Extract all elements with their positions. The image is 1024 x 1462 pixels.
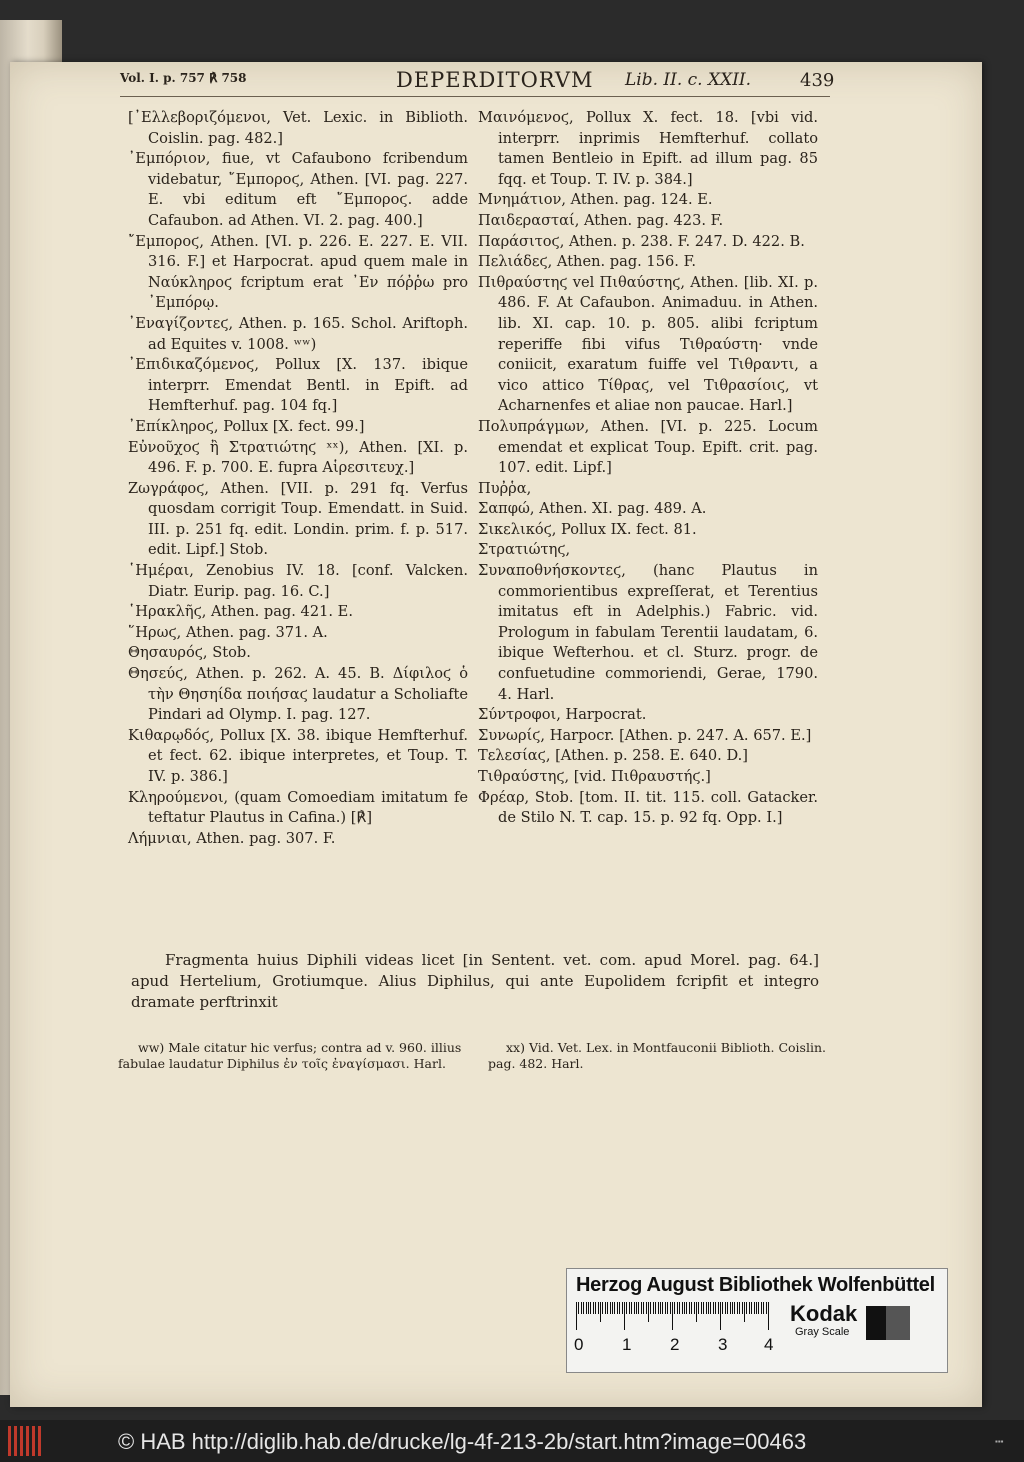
- ruler-tick: [636, 1302, 637, 1314]
- grayscale-label: Gray Scale: [795, 1326, 850, 1338]
- ruler-tick: [706, 1302, 707, 1314]
- ruler-tick: [660, 1302, 661, 1314]
- ruler-tick: [602, 1302, 603, 1314]
- ruler-tick: [670, 1302, 671, 1314]
- ruler-tick: [737, 1302, 738, 1314]
- list-item: Ζωγράφοϛ, Athen. [VII. p. 291 fq. Verfus quosdam corrigit Toup. Emendatt. in Suid. III. p. 251 fq. edit. Londin. prim. f. p. 517. edit. Lipf.] Stob.: [128, 479, 468, 559]
- list-item: ᾿Επιδικαζόμενοϛ, Pollux [X. 137. ibique interprr. Emendat Bentl. in Epift. ad Hemfterhuf. pag. 104 fq.]: [128, 356, 468, 415]
- ruler-tick: [674, 1302, 675, 1314]
- ruler-tick: [598, 1302, 599, 1314]
- ruler-tick: [653, 1302, 654, 1314]
- list-item: ῾Ηρακλῆϛ, Athen. pag. 421. E.: [128, 603, 353, 621]
- ruler-tick: [730, 1302, 731, 1314]
- ruler-tick: [713, 1302, 714, 1314]
- ruler-tick: [766, 1302, 767, 1314]
- list-item: Κιθαρῳδόϛ, Pollux [X. 38. ibique Hemfterhuf. et fect. 62. ibique interpretes, et Toup. T. IV. p. 386.]: [128, 726, 468, 785]
- ruler-tick: [631, 1302, 632, 1314]
- body-paragraph: Fragmenta huius Diphili videas licet [in Sentent. vet. com. apud Morel. pag. 64.] apud Hertelium, Grotiumque. Alius Diphilus, qui ante Eupolidem fcripfit et integro dramate perftrinxit: [131, 951, 819, 1011]
- ruler-tick: [684, 1302, 685, 1314]
- list-item: Σαπφώ, Athen. XI. pag. 489. A.: [478, 500, 707, 518]
- ruler-tick: [756, 1302, 757, 1314]
- list-item: Λήμνιαι, Athen. pag. 307. F.: [128, 829, 336, 847]
- copyright-url[interactable]: © HAB http://diglib.hab.de/drucke/lg-4f-213-2b/start.htm?image=00463: [118, 1429, 807, 1454]
- kodak-logo: Kodak: [790, 1301, 858, 1326]
- ruler-tick: [761, 1302, 762, 1314]
- ruler-tick: [600, 1302, 601, 1322]
- ruler-tick: [749, 1302, 750, 1314]
- ruler-tick: [624, 1302, 625, 1330]
- ruler-tick: [718, 1302, 719, 1314]
- ruler-tick: [686, 1302, 687, 1314]
- list-item: Μαινόμενοϛ, Pollux X. fect. 18. [vbi vid. interprr. inprimis Hemfterhuf. collato tamen Bentleio in Epift. ad illum pag. 85 fqq. et Toup. T. IV. p. 384.]: [478, 109, 818, 188]
- ruler-tick: [629, 1302, 630, 1314]
- ruler-tick: [710, 1302, 711, 1314]
- list-item: Πολυπράγμων, Athen. [VI. p. 225. Locum emendat et explicat Toup. Epift. crit. pag. 107. edit. Lipf.]: [478, 417, 818, 477]
- ruler-tick: [720, 1302, 721, 1330]
- ruler-tick: [768, 1302, 769, 1330]
- ruler-tick: [703, 1302, 704, 1314]
- list-item: Πελιάδεϛ, Athen. pag. 156. F.: [478, 253, 697, 271]
- ruler-tick: [763, 1302, 764, 1314]
- list-item: Θησεύϛ, Athen. p. 262. A. 45. B. Δίφιλοϛ ὁ τὴν Θησηίδα ποιήσαϛ laudatur a Scholiafte Pindari ad Olymp. I. pag. 127.: [128, 665, 468, 724]
- list-item: Πυῤῥα,: [478, 479, 532, 497]
- ruler-tick: [610, 1302, 611, 1314]
- list-item: Σικελικόϛ, Pollux IX. fect. 81.: [478, 520, 697, 538]
- list-item: Παράσιτοϛ, Athen. p. 238. F. 247. D. 422. B.: [478, 232, 805, 250]
- ruler-tick: [614, 1302, 615, 1314]
- ruler-tick: [667, 1302, 668, 1314]
- header-rule: [120, 96, 830, 97]
- ruler-tick: [665, 1302, 666, 1314]
- ruler-tick: [578, 1302, 579, 1314]
- left-column: [128, 108, 468, 849]
- ruler-tick: [742, 1302, 743, 1314]
- ruler-tick: [701, 1302, 702, 1314]
- list-item: Συνωρίϛ, Harpocr. [Athen. p. 247. A. 657. E.]: [478, 726, 812, 744]
- ruler-tick: [739, 1302, 740, 1314]
- gray-patch-mid: [886, 1306, 910, 1340]
- hab-logo-icon: [8, 1426, 44, 1456]
- ruler-tick: [605, 1302, 606, 1314]
- ruler-tick: [634, 1302, 635, 1314]
- ruler-tick: [593, 1302, 594, 1314]
- ruler-tick: [744, 1302, 745, 1322]
- page-number: 439: [800, 70, 835, 91]
- ruler-tick: [619, 1302, 620, 1314]
- ruler-label: 2: [670, 1335, 680, 1354]
- ruler-tick: [643, 1302, 644, 1314]
- ruler-tick: [655, 1302, 656, 1314]
- list-item: Στρατιώτηϛ,: [478, 541, 571, 559]
- header-volume-ref: Vol. I. p. 757 ℟ 758: [120, 71, 247, 85]
- ruler-tick: [586, 1302, 587, 1314]
- list-item: ῾Ημέραι, Zenobius IV. 18. [conf. Valcken. Diatr. Eurip. pag. 16. C.]: [128, 562, 468, 600]
- ruler-tick: [672, 1302, 673, 1330]
- ruler-tick: [590, 1302, 591, 1314]
- list-item: ᾿Εναγίζοντεϛ, Athen. p. 165. Schol. Ariftoph. ad Equites v. 1008. ʷʷ): [128, 314, 468, 353]
- ruler-tick: [576, 1302, 577, 1330]
- list-item: Μνημάτιον, Athen. pag. 124. E.: [478, 191, 713, 209]
- list-item: Παιδερασταί, Athen. pag. 423. F.: [478, 211, 724, 229]
- ruler-tick: [758, 1302, 759, 1314]
- ruler-tick: [679, 1302, 680, 1314]
- ruler-tick: [617, 1302, 618, 1314]
- ruler-tick: [708, 1302, 709, 1314]
- list-item: Συναποθνήσκοντεϛ, (hanc Plautus in commorientibus expreſſerat, et Terentius imitatus eft in Adelphis.) Fabric. vid. Prologum in fabulam Terentii laudatam, 6. ibique Wefterhou. et cl. Sturz. progr. de confuetudine commoriendi, Gerae, 1790. 4. Harl.: [478, 562, 818, 703]
- list-item: ῞Ηρωϛ, Athen. pag. 371. A.: [128, 623, 328, 641]
- list-item: Εὐνοῦχοϛ ἢ Στρατιώτηϛ ˣˣ), Athen. [XI. p. 496. F. p. 700. E. fupra Αἱρεσιτευχ.]: [128, 438, 468, 477]
- list-item: Θησαυρόϛ, Stob.: [128, 644, 251, 662]
- ruler-tick: [691, 1302, 692, 1314]
- list-item: Πιθραύστηϛ vel Πιθαύστηϛ, Athen. [lib. XI. p. 486. F. At Cafaubon. Animaduu. in Athen. lib. XI. cap. 10. p. 805. alibi fcriptum reperiffe fibi vifus Τιθραύστη· vnde coniicit, exaratum fuiffe vel Τιθραντι, a vico attico Τίθραϛ, vel Τιθρασίοιϛ, vt Acharnenfes et aliae non paucae. Harl.]: [478, 273, 818, 415]
- ruler-tick: [732, 1302, 733, 1314]
- ruler-tick: [662, 1302, 663, 1314]
- ruler-tick: [641, 1302, 642, 1314]
- ruler-tick: [595, 1302, 596, 1314]
- header-title: DEPERDITORVM: [396, 68, 594, 92]
- list-item: Κληρούμενοι, (quam Comoediam imitatum fe teftatur Plautus in Cafina.) [℟]: [128, 788, 468, 827]
- ruler-tick: [646, 1302, 647, 1314]
- ruler-tick: [722, 1302, 723, 1314]
- ruler-tick: [689, 1302, 690, 1314]
- list-item: Τελεσίαϛ, [Athen. p. 258. E. 640. D.]: [478, 747, 748, 765]
- list-item: ᾿Εμπόριον, fiue, vt Cafaubono fcribendum videbatur, ῎Εμποροϛ, Athen. [VI. pag. 227. E. vbi editum eft ῎Εμποροϛ. adde Cafaubon. ad Athen. VI. 2. pag. 400.]: [128, 150, 468, 229]
- list-item: Φρέαρ, Stob. [tom. II. tit. 115. coll. Gatacker. de Stilo N. T. cap. 15. p. 92 fq. Opp. I.]: [478, 788, 818, 827]
- ruler-tick: [677, 1302, 678, 1314]
- ruler-label: 1: [622, 1335, 632, 1354]
- ruler-tick: [588, 1302, 589, 1314]
- footnote-xx: xx) Vid. Vet. Lex. in Montfauconii Biblioth. Coislin. pag. 482. Harl.: [488, 1040, 826, 1071]
- list-item: Σύντροφοι, Harpocrat.: [478, 706, 647, 724]
- ruler-tick: [626, 1302, 627, 1314]
- ruler-tick: [682, 1302, 683, 1314]
- ruler-label: 0: [574, 1335, 584, 1354]
- ruler-tick: [727, 1302, 728, 1314]
- ruler-tick: [622, 1302, 623, 1314]
- footnote-ww: ww) Male citatur hic verfus; contra ad v. 960. illius fabulae laudatur Diphilus ἐν τοῖς ἐναγίσμασι. Harl.: [118, 1040, 462, 1071]
- ruler-tick: [698, 1302, 699, 1314]
- footer-mark: ▪▪▪: [995, 1437, 1004, 1446]
- gray-patch-black: [866, 1306, 886, 1340]
- ruler-tick: [650, 1302, 651, 1314]
- ruler-tick: [715, 1302, 716, 1314]
- ruler-tick: [694, 1302, 695, 1314]
- ruler-tick: [648, 1302, 649, 1322]
- ruler-tick: [734, 1302, 735, 1314]
- list-item: [᾿Ελλεβοριζόμενοι, Vet. Lexic. in Biblioth. Coislin. pag. 482.]: [128, 109, 468, 147]
- ruler-tick: [754, 1302, 755, 1314]
- ruler-tick: [612, 1302, 613, 1314]
- ruler-tick: [696, 1302, 697, 1322]
- ruler-label: 3: [718, 1335, 728, 1354]
- header-book-chapter: Lib. II. c. XXII.: [625, 70, 752, 90]
- list-item: ῎Εμποροϛ, Athen. [VI. p. 226. E. 227. E. VII. 316. F.] et Harpocrat. apud quem male in Ναύκληροϛ fcriptum erat ᾿Εν πόῤῥω pro ᾿Εμπόρῳ.: [128, 232, 468, 312]
- ruler-tick: [746, 1302, 747, 1314]
- library-name: Herzog August Bibliothek Wolfenbüttel: [576, 1274, 935, 1296]
- ruler-tick: [658, 1302, 659, 1314]
- list-item: ᾿Επίκληροϛ, Pollux [X. fect. 99.]: [128, 417, 365, 435]
- right-column: [478, 108, 818, 829]
- ruler-tick: [607, 1302, 608, 1314]
- scale-ruler: [576, 1302, 776, 1330]
- ruler-label: 4: [764, 1335, 774, 1354]
- ruler-tick: [725, 1302, 726, 1314]
- ruler-tick: [583, 1302, 584, 1314]
- ruler-tick: [581, 1302, 582, 1314]
- ruler-tick: [638, 1302, 639, 1314]
- ruler-tick: [751, 1302, 752, 1314]
- list-item: Τιθραύστηϛ, [vid. Πιθραυστήϛ.]: [478, 768, 711, 785]
